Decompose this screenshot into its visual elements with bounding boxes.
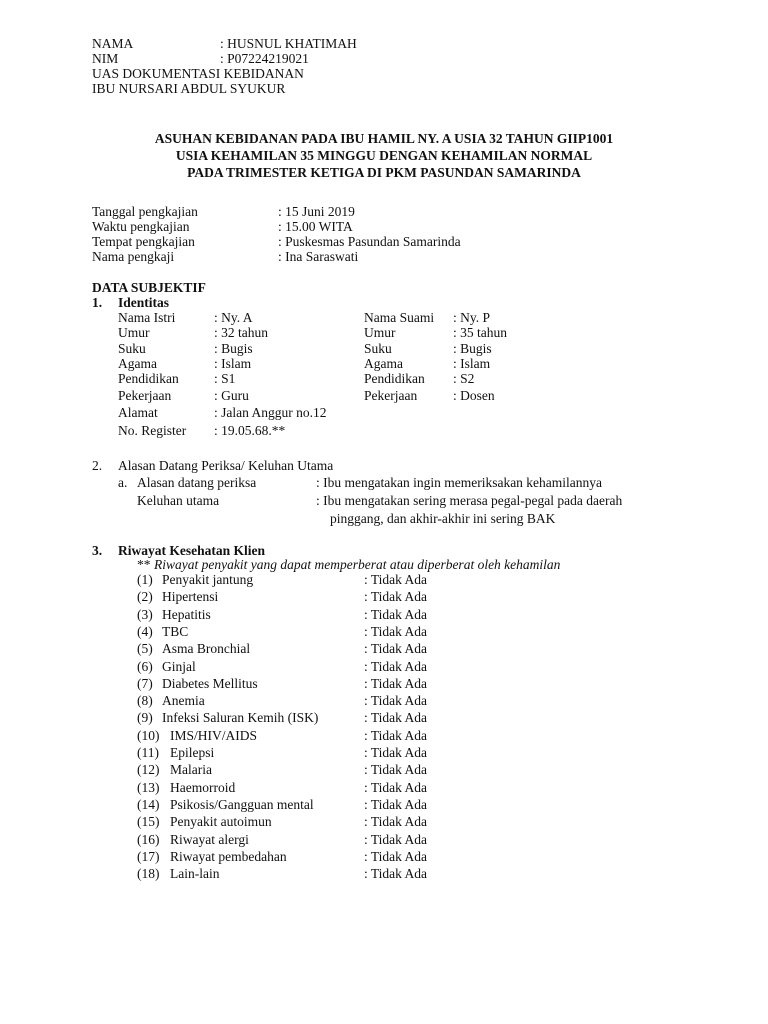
riwayat-item-number: (10) [137, 727, 160, 743]
identitas-wife-label: Umur [118, 325, 150, 340]
riwayat-item-value: : Tidak Ada [364, 779, 428, 795]
riwayat-item-name: Haemorroid [170, 779, 236, 795]
riwayat-item-name: Asma Bronchial [162, 641, 251, 657]
riwayat-item-value: : Tidak Ada [364, 727, 428, 743]
identitas-husband-value: : S2 [453, 371, 475, 386]
title-line-2: USIA KEHAMILAN 35 MINGGU DENGAN KEHAMILAN NORMAL [175, 148, 593, 163]
riwayat-item-value: : Tidak Ada [364, 606, 428, 622]
identitas-wife-value: : Ny. A [214, 310, 253, 325]
riwayat-item-name: Riwayat alergi [170, 831, 249, 847]
riwayat-item-name: IMS/HIV/AIDS [170, 727, 258, 743]
riwayat-item-value: : Tidak Ada [364, 623, 428, 639]
title-line-3: PADA TRIMESTER KETIGA DI PKM PASUNDAN SAMARINDA [187, 165, 581, 180]
riwayat-item-name: Infeksi Saluran Kemih (ISK) [162, 710, 319, 726]
riwayat-item-number: (11) [137, 745, 159, 760]
identitas-husband-label: Pendidikan [364, 371, 425, 386]
identitas-wife-value: : Islam [214, 356, 252, 371]
riwayat-item-name: Hepatitis [162, 606, 211, 622]
riwayat-item-value: : Tidak Ada [364, 589, 428, 605]
riwayat-item-number: (1) [137, 572, 153, 587]
riwayat-item-number: (9) [137, 710, 153, 726]
riwayat-item-name: Psikosis/Gangguan mental [170, 796, 314, 812]
riwayat-item-name: Ginjal [162, 658, 196, 674]
riwayat-item-number: (7) [137, 675, 153, 691]
riwayat-item-name: Diabetes Mellitus [162, 675, 258, 691]
riwayat-item-name: TBC [162, 623, 189, 639]
riwayat-item-value: : Tidak Ada [364, 831, 428, 847]
riwayat-item-name: Penyakit autoimun [170, 814, 272, 830]
identitas-husband-value: : 35 tahun [453, 325, 507, 340]
riwayat-item-number: (8) [137, 693, 153, 709]
riwayat-item-number: (12) [137, 762, 160, 778]
riwayat-note-stars: ** [137, 557, 151, 572]
identitas-husband-label: Pekerjaan [364, 388, 418, 403]
identitas-wife-label: Pekerjaan [118, 388, 172, 403]
identitas-wife-label: Agama [118, 356, 157, 371]
pengkajian-value: : Puskesmas Pasundan Samarinda [278, 234, 461, 249]
identitas-wife-label: Pendidikan [118, 371, 179, 386]
alasan-b-label: Keluhan utama [137, 493, 220, 508]
identitas-wife-label: No. Register [118, 423, 187, 438]
riwayat-item-number: (18) [137, 866, 160, 882]
riwayat-item-number: (13) [137, 779, 160, 795]
identitas-wife-value: : Guru [214, 388, 249, 403]
riwayat-item-name: Malaria [170, 762, 212, 778]
nim-label: NIM [92, 51, 119, 66]
riwayat-item-name: Epilepsi [170, 745, 215, 760]
lecturer-line: IBU NURSARI ABDUL SYUKUR [92, 81, 286, 96]
pengkajian-value: : 15 Juni 2019 [278, 204, 355, 219]
identitas-husband-value: : Islam [453, 356, 491, 371]
pengkajian-label: Tempat pengkajian [92, 234, 195, 249]
identitas-title: Identitas [118, 295, 170, 310]
section-title: DATA SUBJEKTIF [92, 280, 206, 295]
alasan-b-value-cont: pinggang, dan akhir-akhir ini sering BAK [330, 511, 556, 526]
riwayat-item-name: Riwayat pembedahan [170, 848, 287, 864]
riwayat-number: 3. [92, 543, 103, 558]
riwayat-item-value: : Tidak Ada [364, 745, 428, 760]
alasan-number: 2. [92, 458, 103, 473]
riwayat-item-value: : Tidak Ada [364, 796, 428, 812]
riwayat-note: Riwayat penyakit yang dapat memperberat atau diperberat oleh kehamilan [154, 557, 561, 572]
pengkajian-label: Waktu pengkajian [92, 219, 190, 234]
alasan-a-label: Alasan datang periksa [137, 475, 257, 490]
course-line: UAS DOKUMENTASI KEBIDANAN [92, 66, 304, 81]
riwayat-item-number: (15) [137, 814, 160, 830]
riwayat-item-number: (3) [137, 606, 153, 622]
identitas-husband-value: : Ny. P [453, 310, 491, 325]
pengkajian-label: Nama pengkaji [92, 249, 175, 264]
nim-value: : P07224219021 [220, 51, 309, 66]
alasan-a-value: : Ibu mengatakan ingin memeriksakan kehamilannya [316, 475, 603, 490]
identitas-wife-value: : S1 [214, 371, 236, 386]
alasan-b-value: : Ibu mengatakan sering merasa pegal-pegal pada daerah [316, 493, 623, 508]
riwayat-item-number: (17) [137, 848, 160, 864]
riwayat-item-value: : Tidak Ada [364, 814, 428, 830]
riwayat-item-value: : Tidak Ada [364, 572, 428, 587]
identitas-husband-label: Umur [364, 325, 396, 340]
riwayat-item-value: : Tidak Ada [364, 675, 428, 691]
pengkajian-value: : 15.00 WITA [278, 219, 353, 234]
alasan-a-marker: a. [118, 475, 128, 490]
identitas-wife-label: Nama Istri [118, 310, 176, 325]
identitas-husband-label: Agama [364, 356, 403, 371]
identitas-husband-label: Nama Suami [364, 310, 435, 325]
identitas-wife-value: : 19.05.68.** [214, 423, 286, 438]
riwayat-item-value: : Tidak Ada [364, 658, 428, 674]
riwayat-item-value: : Tidak Ada [364, 710, 428, 726]
pengkajian-value: : Ina Saraswati [278, 249, 359, 264]
riwayat-item-name: Hipertensi [162, 589, 219, 605]
riwayat-item-value: : Tidak Ada [364, 641, 428, 657]
identitas-wife-value: : Jalan Anggur no.12 [214, 405, 327, 420]
identitas-wife-label: Alamat [118, 405, 158, 420]
riwayat-item-value: : Tidak Ada [364, 762, 428, 778]
riwayat-item-name: Lain-lain [170, 866, 220, 882]
riwayat-item-number: (6) [137, 658, 153, 674]
riwayat-title: Riwayat Kesehatan Klien [118, 543, 265, 558]
nama-value: : HUSNUL KHATIMAH [220, 36, 357, 51]
riwayat-item-number: (2) [137, 589, 153, 605]
riwayat-item-value: : Tidak Ada [364, 866, 428, 882]
riwayat-item-value: : Tidak Ada [364, 848, 428, 864]
identitas-wife-label: Suku [118, 341, 146, 356]
riwayat-item-value: : Tidak Ada [364, 693, 428, 709]
pengkajian-label: Tanggal pengkajian [92, 204, 198, 219]
riwayat-item-name: Anemia [162, 693, 205, 709]
identitas-wife-value: : 32 tahun [214, 325, 268, 340]
identitas-husband-label: Suku [364, 341, 392, 356]
riwayat-item-name: Penyakit jantung [162, 572, 254, 587]
alasan-title: Alasan Datang Periksa/ Keluhan Utama [118, 458, 334, 473]
riwayat-item-number: (14) [137, 796, 160, 812]
riwayat-item-number: (4) [137, 623, 153, 639]
identitas-number: 1. [92, 295, 103, 310]
riwayat-item-number: (5) [137, 641, 153, 657]
riwayat-item-number: (16) [137, 831, 160, 847]
identitas-husband-value: : Dosen [453, 388, 495, 403]
nama-label: NAMA [92, 36, 134, 51]
title-line-1: ASUHAN KEBIDANAN PADA IBU HAMIL NY. A USIA 32 TAHUN GIIP1001 [154, 131, 614, 146]
identitas-wife-value: : Bugis [214, 341, 253, 356]
identitas-husband-value: : Bugis [453, 341, 492, 356]
